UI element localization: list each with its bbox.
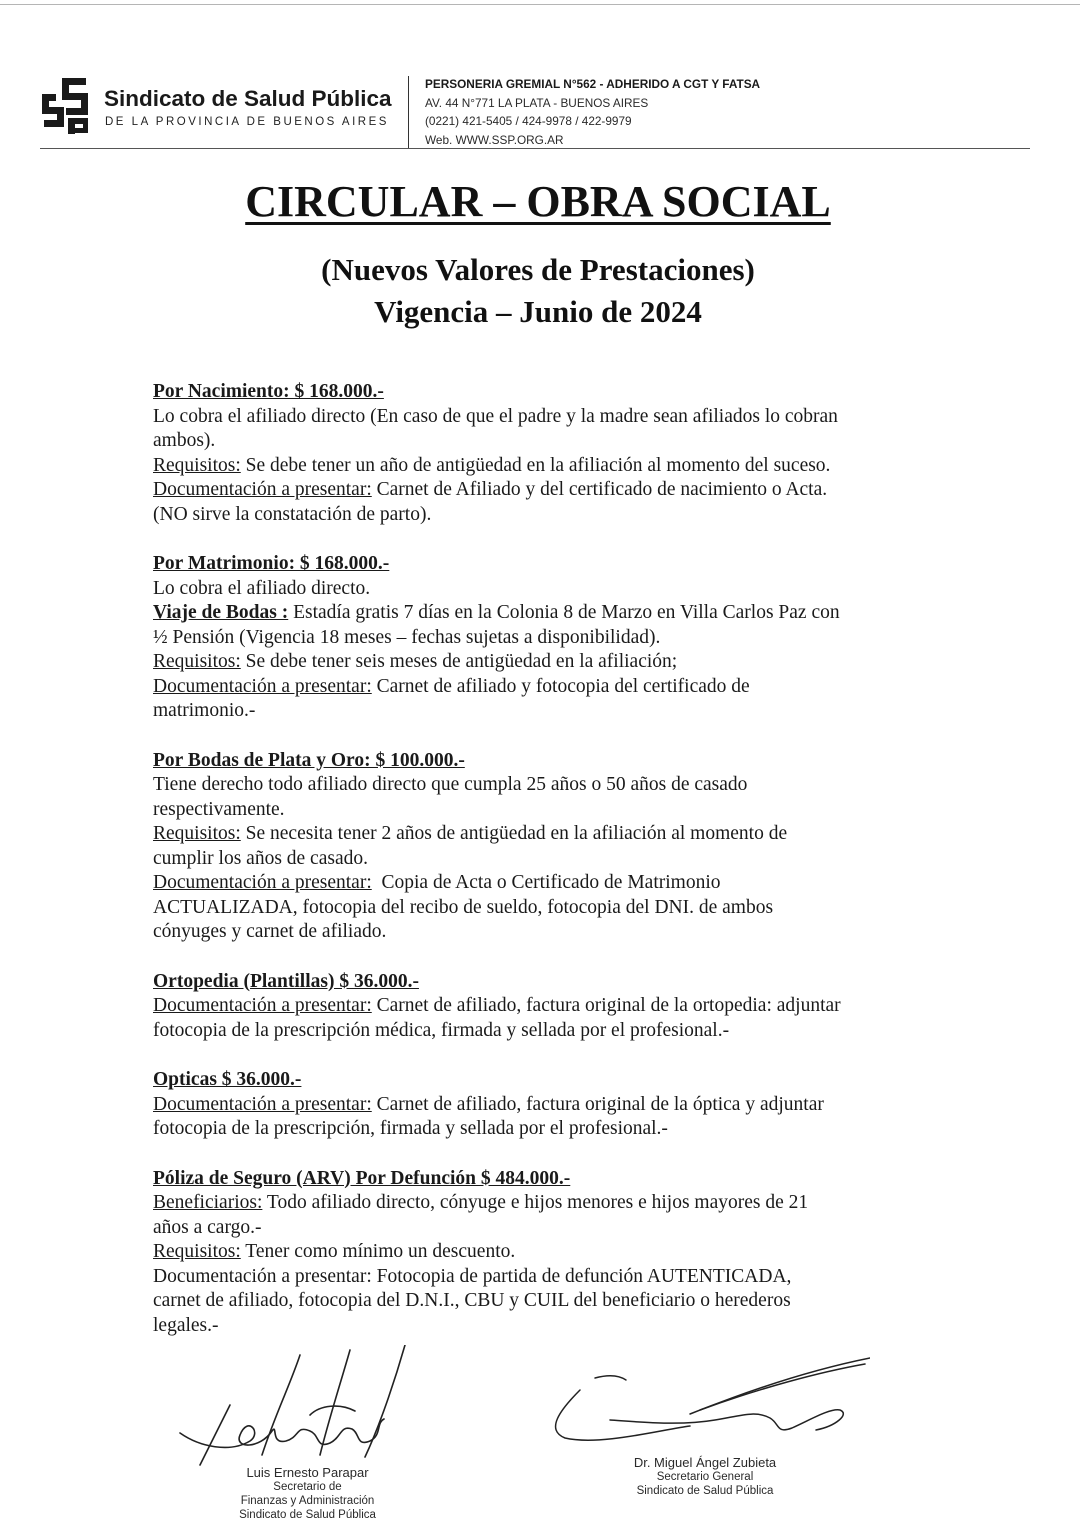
documentation-text: Carnet de afiliado y fotocopia del certificado de xyxy=(371,675,750,697)
honeymoon-text: Estadía gratis 7 días en la Colonia 8 de Marzo en Villa Carlos Paz con xyxy=(288,602,840,623)
section-heading: Por Bodas de Plata y Oro: $ 100.000.- xyxy=(153,749,465,771)
document-title: CIRCULAR – OBRA SOCIAL xyxy=(245,177,831,226)
signatory-org: Sindicato de Salud Pública xyxy=(239,1509,376,1521)
documentation-line xyxy=(153,675,928,700)
signatory-role: Secretario General xyxy=(656,1471,754,1483)
beneficiaries-text: Todo afiliado directo, cónyuge e hijos menores e hijos mayores de 21 xyxy=(262,1192,809,1213)
honeymoon-line xyxy=(153,601,928,626)
documentation-text: legales.- xyxy=(153,1314,219,1336)
section-text: respectivamente. xyxy=(153,798,285,820)
benefits-list xyxy=(153,380,928,1363)
document-subtitle: (Nuevos Valores de Prestaciones) xyxy=(321,252,755,287)
section-bodas xyxy=(153,749,928,945)
section-text: Lo cobra el afiliado directo (En caso de que el padre y la madre sean afiliados lo cobran xyxy=(153,405,838,427)
requirements-label: Requisitos: xyxy=(153,1241,241,1262)
section-text: Lo cobra el afiliado directo. xyxy=(153,577,371,599)
header-divider xyxy=(408,76,409,148)
document-validity: Vigencia – Junio de 2024 xyxy=(374,294,702,329)
union-logo-icon xyxy=(40,76,96,136)
documentation-text: matrimonio.- xyxy=(153,700,256,721)
documentation-line xyxy=(153,994,928,1019)
left-signature-icon xyxy=(170,1345,410,1485)
section-text: Tiene derecho todo afiliado directo que cumpla 25 años o 50 años de casado xyxy=(153,774,748,795)
header-rule xyxy=(40,148,1030,149)
documentation-text: cónyuges y carnet de afiliado. xyxy=(153,921,387,942)
signatory-name: Luis Ernesto Parapar xyxy=(246,1465,369,1480)
org-name: Sindicato de Salud Pública xyxy=(104,86,392,111)
header-address-line: AV. 44 N°771 LA PLATA - BUENOS AIRES xyxy=(425,95,649,110)
header-web-line: Web. WWW.SSP.ORG.AR xyxy=(425,132,564,147)
header-contact-block xyxy=(425,75,760,149)
requirements-text: Tener como mínimo un descuento. xyxy=(240,1241,516,1262)
requirements-text: Se necesita tener 2 años de antigüedad en la afiliación al momento de xyxy=(240,823,788,844)
signatory-name: Dr. Miguel Ángel Zubieta xyxy=(633,1455,777,1470)
signatory-role: Finanzas y Administración xyxy=(240,1495,375,1507)
letterhead xyxy=(0,0,1080,160)
documentation-text: fotocopia de la prescripción médica, firmada y sellada por el profesional.- xyxy=(153,1019,730,1041)
section-nacimiento xyxy=(153,380,928,527)
requirements-text: Se debe tener un año de antigüedad en la afiliación al momento del suceso. xyxy=(240,454,831,476)
documentation-label: Documentación a presentar: xyxy=(153,995,372,1016)
documentation-text: Copia de Acta o Certificado de Matrimonio xyxy=(371,872,721,893)
documentation-label: Documentación a presentar: xyxy=(153,1093,372,1115)
beneficiaries-text: años a cargo.- xyxy=(153,1216,262,1238)
documentation-line xyxy=(153,871,928,896)
documentation-text: ACTUALIZADA, fotocopia del recibo de sueldo, fotocopia del DNI. de ambos xyxy=(153,896,774,918)
section-heading: Opticas $ 36.000.- xyxy=(153,1069,302,1090)
requirements-line xyxy=(153,650,928,675)
requirements-label: Requisitos: xyxy=(153,823,241,844)
header-phone-line: (0221) 421-5405 / 424-9978 / 422-9979 xyxy=(425,114,632,128)
requirements-line xyxy=(153,454,928,479)
documentation-text: fotocopia de la prescripción, firmada y sellada por el profesional.- xyxy=(153,1118,668,1139)
org-subtitle: DE LA PROVINCIA DE BUENOS AIRES xyxy=(105,116,389,128)
documentation-label: Documentación a presentar: xyxy=(153,872,372,893)
section-ortopedia xyxy=(153,970,928,1044)
beneficiaries-label: Beneficiarios: xyxy=(153,1192,263,1213)
requirements-text: Se debe tener seis meses de antigüedad en la afiliación; xyxy=(240,651,678,672)
documentation-text: Documentación a presentar: Fotocopia de partida de defunción AUTENTICADA, xyxy=(153,1265,792,1287)
section-text: ambos). xyxy=(153,430,216,451)
requirements-label: Requisitos: xyxy=(153,454,241,476)
documentation-text: carnet de afiliado, fotocopia del D.N.I., CBU y CUIL del beneficiario o herederos xyxy=(153,1290,791,1311)
section-heading: Por Matrimonio: $ 168.000.- xyxy=(153,553,390,574)
honeymoon-label: Viaje de Bodas : xyxy=(153,602,289,623)
requirements-line xyxy=(153,822,928,847)
beneficiaries-line xyxy=(153,1191,928,1216)
section-poliza xyxy=(153,1167,928,1339)
signature-block-general-secretary xyxy=(590,1455,820,1498)
signatory-org: Sindicato de Salud Pública xyxy=(636,1485,774,1497)
documentation-line xyxy=(153,478,928,503)
signatory-role: Secretario de xyxy=(273,1481,342,1493)
documentation-line xyxy=(153,1093,928,1118)
section-matrimonio xyxy=(153,552,928,724)
honeymoon-text: ½ Pensión (Vigencia 18 meses – fechas sujetas a disponibilidad). xyxy=(153,626,661,648)
documentation-text: Carnet de Afiliado y del certificado de nacimiento o Acta. xyxy=(371,479,828,500)
section-heading: Póliza de Seguro (ARV) Por Defunción $ 484.000.- xyxy=(153,1167,571,1189)
documentation-label: Documentación a presentar: xyxy=(153,675,372,697)
documentation-text: Carnet de afiliado, factura original de la ortopedia: adjuntar xyxy=(371,995,841,1016)
section-heading: Ortopedia (Plantillas) $ 36.000.- xyxy=(153,970,419,992)
documentation-label: Documentación a presentar: xyxy=(153,479,372,500)
section-heading: Por Nacimiento: $ 168.000.- xyxy=(153,381,384,402)
documentation-text: Carnet de afiliado, factura original de la óptica y adjuntar xyxy=(371,1093,824,1115)
documentation-text: (NO sirve la constatación de parto). xyxy=(153,503,432,525)
requirements-label: Requisitos: xyxy=(153,651,241,672)
requirements-line xyxy=(153,1240,928,1265)
right-signature-icon xyxy=(540,1350,870,1460)
section-opticas xyxy=(153,1068,928,1142)
requirements-text: cumplir los años de casado. xyxy=(153,847,368,869)
header-registration-line: PERSONERIA GREMIAL N°562 - ADHERIDO A CGT Y FATSA xyxy=(425,77,761,91)
signature-block-finance xyxy=(205,1465,410,1522)
